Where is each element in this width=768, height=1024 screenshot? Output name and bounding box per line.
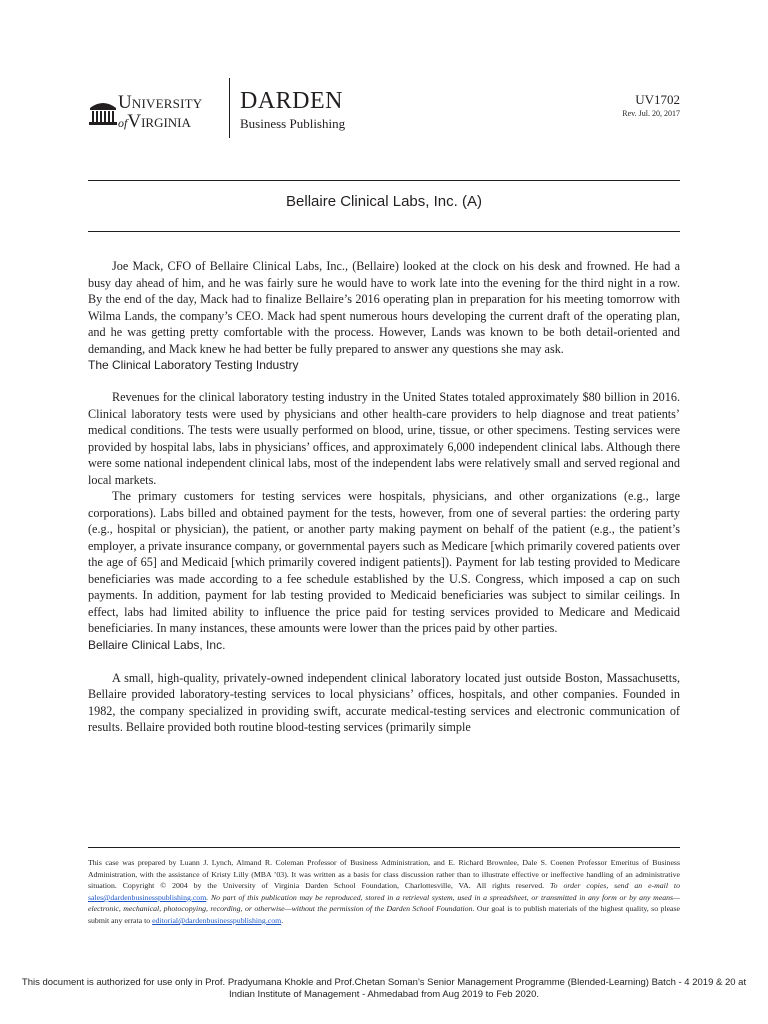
case-body [88, 258, 680, 736]
darden-wordmark: DARDEN [240, 88, 343, 114]
publisher-header [88, 78, 680, 148]
uva-wordmark-virginia-text: Virginia [127, 111, 191, 132]
footnote-end: . [281, 915, 284, 925]
body-paragraph: The primary customers for testing services were hospitals, physicians, and other organizations (e.g., large corporations). Labs billed and obtained payment for the tests, however, from one of several parties: the ordering party (e.g., hospital or physician), the patient, or another party making payment on behalf of the patient (e.g., the patient’s employer, a private insurance company, or governmental payers such as Medicare [which primarily covered patients over the age of 65] and Medicaid [which primarily covered indigent patients]). Payment for lab testing provided to Medicare beneficiaries was made according to a fee schedule established by the U.S. Congress, which imposed a cap on such payments. In addition, payment for lab testing provided to Medicaid beneficiaries was subject to similar ceilings. In effect, labs had limited ability to influence the price paid for testing services provided to Medicare and Medicaid beneficiaries. In many instances, these amounts were lower than the prices paid by other parties. [88, 489, 680, 635]
section-heading: Bellaire Clinical Labs, Inc. [88, 637, 226, 652]
authorization-notice: This document is authorized for use only in Prof. Pradyumana Khokle and Prof.Chetan Soman's Senior Management Programme (Blended-Learning) Batch - 4 2019 & 20 at Indian Institute of Management - Ahmedabad from Aug 2019 to Feb 2020. [21, 977, 747, 1000]
case-title: Bellaire Clinical Labs, Inc. (A) [286, 193, 482, 210]
logo-divider [229, 78, 230, 138]
darden-subtitle: Business Publishing [240, 116, 346, 131]
footnote-rule [88, 847, 680, 848]
body-paragraph: Revenues for the clinical laboratory testing industry in the United States totaled approximately $80 billion in 2016. Clinical laboratory tests were used by physicians and other health-care providers to help diagnose and treat patients’ medical conditions. The tests were usually performed on blood, urine, tissue, or other specimens. Testing services were provided by hospital labs, labs in physicians’ offices, and approximately 6,000 independent clinical labs. Although there were some national independent clinical labs, most of the independent labs were relatively small and served regional and local markets. [88, 390, 680, 487]
section-heading: The Clinical Laboratory Testing Industry [88, 358, 299, 372]
uva-wordmark-of: of [118, 116, 128, 130]
title-top-rule [88, 180, 680, 181]
rotunda-icon [88, 96, 118, 126]
body-paragraph: Joe Mack, CFO of Bellaire Clinical Labs, Inc., (Bellaire) looked at the clock on his desk and frowned. He had a busy day ahead of him, and he was fairly sure he would have to work late into the evening for the third night in a row. By the end of the day, Mack had to finalize Bellaire’s 2016 operating plan in preparation for his meeting tomorrow with Wilma Lands, the company’s CEO. Mack had spent numerous hours developing the current draft of the operating plan, and he was getting pretty comfortable with the process. However, Lands was known to be both detail-oriented and demanding, and Mack knew he had better be fully prepared to answer any questions she may ask. [88, 259, 680, 356]
title-bottom-rule [88, 231, 680, 232]
uva-wordmark-university: University [118, 92, 203, 113]
body-paragraph: A small, high-quality, privately-owned independent clinical laboratory located just outside Boston, Massachusetts, Bellaire provided laboratory-testing services to local physicians’ offices, hospitals, and other companies. Founded in 1982, the company specialized in providing swift, accurate medical-testing services and electronic communication of results. Bellaire provided both routine blood-testing services (primarily simple [88, 670, 680, 734]
sales-email-link[interactable]: sales@dardenbusinesspublishing.com [88, 892, 207, 902]
footnote-rights-text: . No part of this publication may be reproduced, stored in a retrieval system, used in a spreadsheet, or transmitted in any form or by any means—electronic, mechanical, photocopying, recording, or otherwise—without the permission of the Darden School Foundation. [88, 892, 680, 914]
uva-logo [88, 92, 220, 136]
editorial-email-link[interactable]: editorial@dardenbusinesspublishing.com [152, 915, 282, 925]
footnote-text: This case was prepared by Luann J. Lynch, Almand R. Coleman Professor of Business Administration, and E. Richard Brownlee, Dale S. Coenen Professor Emeritus of Business Administration, with the assistance of Kristy Lilly (MBA ’03). It was written as a basis for class discussion rather than to illustrate effective or ineffective handling of an administrative situation. Copyright © 2004 by the University of Virginia Darden School Foundation, Charlottesville, VA. All rights reserved. [88, 858, 680, 891]
footnote-errata-text: Our goal is to publish materials of the highest quality, so please submit any errata to [88, 904, 681, 925]
case-id: UV1702 [635, 92, 680, 107]
case-revision: Rev. Jul. 20, 2017 [622, 109, 680, 118]
uva-wordmark-virginia [118, 111, 191, 133]
footnote-order-text: To order copies, send an e-mail to [550, 881, 680, 891]
copyright-footnote [88, 857, 680, 927]
